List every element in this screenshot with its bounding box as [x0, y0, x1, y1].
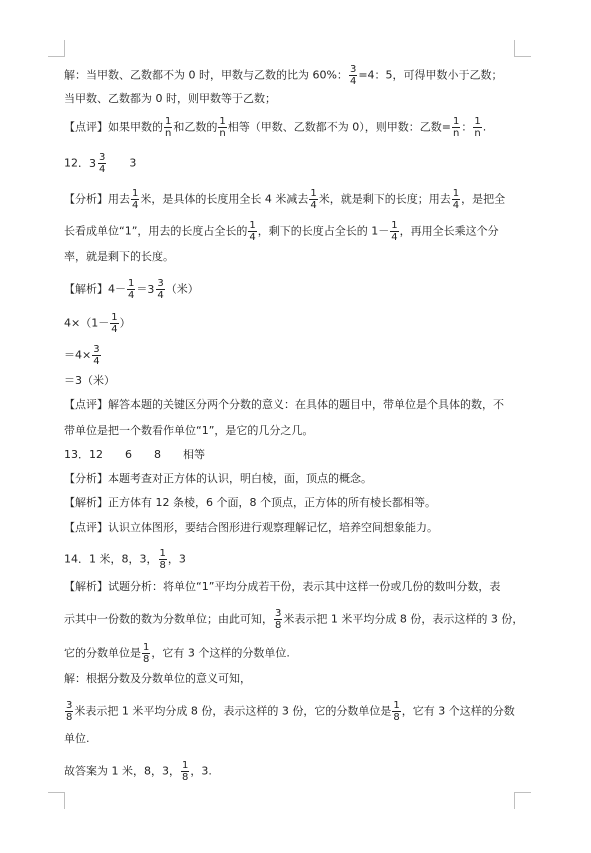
text-run: 1 — [111, 312, 118, 323]
fraction — [349, 64, 357, 87]
crop-mark-top-left — [48, 40, 65, 57]
text-run: 1 — [452, 116, 460, 127]
analysis-13: 【分析】本题考查对正方体的认识，明白棱，面，顶点的概念。 — [64, 472, 372, 485]
text-run: 4 — [93, 356, 100, 367]
text-run: 4 — [249, 232, 256, 243]
text-run: 1 — [159, 548, 166, 559]
text-run: 4 — [349, 76, 357, 87]
text-run: （米） — [165, 282, 199, 296]
text-run: 13．12 — [64, 448, 103, 461]
solution-14-line-3 — [64, 642, 290, 665]
fraction — [181, 760, 189, 783]
fraction — [131, 188, 139, 211]
fraction — [92, 344, 100, 367]
text-run: 解：当甲数、乙数都不为 0 时，甲数与乙数的比为 60%： — [64, 68, 348, 82]
solution-line-1 — [64, 64, 503, 87]
solution-14-line-2 — [64, 608, 523, 631]
text-run: 1 — [452, 188, 460, 199]
text-run: 【点评】如果甲数的 — [64, 120, 163, 134]
solution-14-line-1: 【解析】试题分析：将单位“1”平均分成若干份，表示其中这样一份或几份的数叫分数，表 — [64, 580, 501, 593]
text-run: 1 — [165, 116, 172, 127]
fraction — [248, 220, 256, 243]
solution-13: 【解析】正方体有 12 条棱，6 个面，8 个顶点，正方体的所有棱长都相等。 — [64, 496, 436, 509]
solution-step-4: ＝3（米） — [64, 374, 115, 387]
question-12-answer — [64, 152, 136, 175]
fraction — [309, 188, 317, 211]
fraction — [142, 642, 150, 665]
text-run: ） — [119, 316, 131, 330]
text-run: 4 — [128, 290, 135, 301]
fraction — [164, 116, 172, 139]
text-run: 3 — [275, 608, 282, 619]
fraction — [452, 116, 460, 139]
crop-mark-bottom-right — [514, 792, 531, 809]
text-run: 【分析】用去 — [64, 192, 130, 206]
text-run: 3 — [66, 700, 73, 711]
fraction — [390, 220, 398, 243]
fraction — [65, 700, 73, 723]
crop-mark-bottom-left — [48, 792, 65, 809]
analysis-line-1 — [64, 188, 505, 211]
fraction — [127, 278, 135, 301]
text-run: 1 — [132, 188, 139, 199]
text-run: ，是把全 — [461, 192, 506, 206]
answer-14 — [64, 760, 212, 783]
solution-line-2: 当甲数、乙数都为 0 时，则甲数等于乙数； — [64, 92, 276, 105]
text-run: 8 — [275, 620, 282, 631]
text-run: n — [474, 128, 481, 139]
text-run: 4 — [157, 290, 164, 301]
comment-12-line-1: 【点评】解答本题的关键区分两个分数的意义：在具体的题目中，带单位是个具体的数，不 — [64, 398, 504, 411]
text-run: 8 — [393, 712, 400, 723]
text-run: n — [219, 128, 226, 139]
text-run: 1 — [474, 116, 481, 127]
text-run: 1 — [128, 278, 135, 289]
text-run: n — [452, 128, 460, 139]
text-run: 1 — [219, 116, 226, 127]
fraction — [159, 548, 167, 571]
fraction — [98, 152, 106, 175]
mixed-number — [147, 278, 165, 301]
text-run: 相等 — [183, 448, 205, 461]
text-run: 1 — [310, 188, 317, 199]
solution-step-3 — [64, 344, 102, 367]
comment-12-line-2: 带单位是把一个数看作单位“1”，是它的几分之几。 — [64, 424, 314, 437]
text-run: 4 — [99, 164, 106, 175]
text-run: 4×（1－ — [64, 316, 110, 330]
text-run: 4 — [452, 200, 460, 211]
text-run: ＝4× — [64, 348, 92, 362]
text-run: 8 — [182, 772, 189, 783]
text-run: 4 — [391, 232, 398, 243]
explanation-14-line-3: 单位. — [64, 732, 90, 745]
text-run: ： — [461, 120, 473, 134]
text-run: 米，是具体的长度用全长 4 米减去 — [140, 192, 309, 206]
text-run: 14．1 米，8，3， — [64, 552, 158, 566]
text-run: =4：5，可得甲数小于乙数； — [358, 68, 503, 82]
explanation-14-line-1: 解：根据分数及分数单位的意义可知， — [64, 672, 251, 685]
text-run: 3 — [89, 156, 96, 170]
text-run: 3 — [93, 344, 100, 355]
fraction — [473, 116, 481, 139]
text-run: ＝ — [136, 282, 148, 296]
text-run: ，它有 3 个这样的分数 — [401, 704, 515, 718]
text-run: 8 — [66, 712, 73, 723]
text-run: 示其中一份数的数为分数单位；由此可知， — [64, 612, 273, 626]
comment-13: 【点评】认识立体图形，要结合图形进行观察理解记忆，培养空间想象能力。 — [64, 521, 438, 534]
text-run: ，剩下的长度占全长的 1－ — [257, 224, 390, 238]
analysis-line-2 — [64, 220, 499, 243]
text-run: ，它有 3 个这样的分数单位. — [151, 646, 290, 660]
fraction — [218, 116, 226, 139]
analysis-line-3: 率，就是剩下的长度。 — [64, 250, 174, 263]
text-run: ，3. — [190, 764, 212, 778]
text-run: 米表示把 1 米平均分成 8 份，表示这样的 3 份， — [283, 612, 524, 626]
fraction — [274, 608, 282, 631]
text-run: 长看成单位“1”，用去的长度占全长的 — [64, 224, 248, 238]
fraction — [110, 312, 118, 335]
text-run: 3 — [349, 64, 357, 75]
text-run: 和乙数的 — [173, 120, 218, 134]
text-run: ，再用全长乘这个分 — [399, 224, 499, 238]
text-run: 1 — [249, 220, 256, 231]
text-run: 1 — [393, 700, 400, 711]
text-run: 4 — [310, 200, 317, 211]
text-run: 4 — [111, 324, 118, 335]
text-run: 12． — [64, 156, 89, 170]
text-run: 8 — [143, 654, 150, 665]
fraction — [156, 278, 164, 301]
text-run: 相等（甲数、乙数都不为 0），则甲数：乙数= — [227, 120, 451, 134]
text-run: 它的分数单位是 — [64, 646, 141, 660]
text-run: 1 — [391, 220, 398, 231]
text-run: 6 — [125, 448, 132, 461]
text-run: n — [165, 128, 172, 139]
text-run: 3 — [129, 156, 137, 170]
text-run: ，3 — [167, 552, 186, 566]
text-run: . — [482, 120, 487, 134]
text-run: 4 — [132, 200, 139, 211]
comment-line — [64, 116, 486, 139]
text-run: 3 — [157, 278, 164, 289]
text-run: 1 — [182, 760, 189, 771]
question-14-answer — [64, 548, 186, 571]
mixed-number — [89, 152, 107, 175]
text-run: 米，就是剩下的长度；用去 — [318, 192, 451, 206]
text-run: 【解析】4－ — [64, 282, 126, 296]
solution-step-2 — [64, 312, 131, 335]
solution-step-1 — [64, 278, 199, 301]
text-run: 8 — [159, 560, 166, 571]
text-run: 8 — [154, 448, 161, 461]
text-run: 1 — [143, 642, 150, 653]
fraction — [392, 700, 400, 723]
text-run: 3 — [99, 152, 106, 163]
text-run: 米表示把 1 米平均分成 8 份，表示这样的 3 份，它的分数单位是 — [74, 704, 392, 718]
question-13-answer — [64, 448, 205, 462]
fraction — [452, 188, 460, 211]
crop-mark-top-right — [514, 40, 531, 57]
explanation-14-line-2 — [64, 700, 515, 723]
text-run: 故答案为 1 米，8，3， — [64, 764, 180, 778]
text-run: 3 — [147, 282, 155, 296]
